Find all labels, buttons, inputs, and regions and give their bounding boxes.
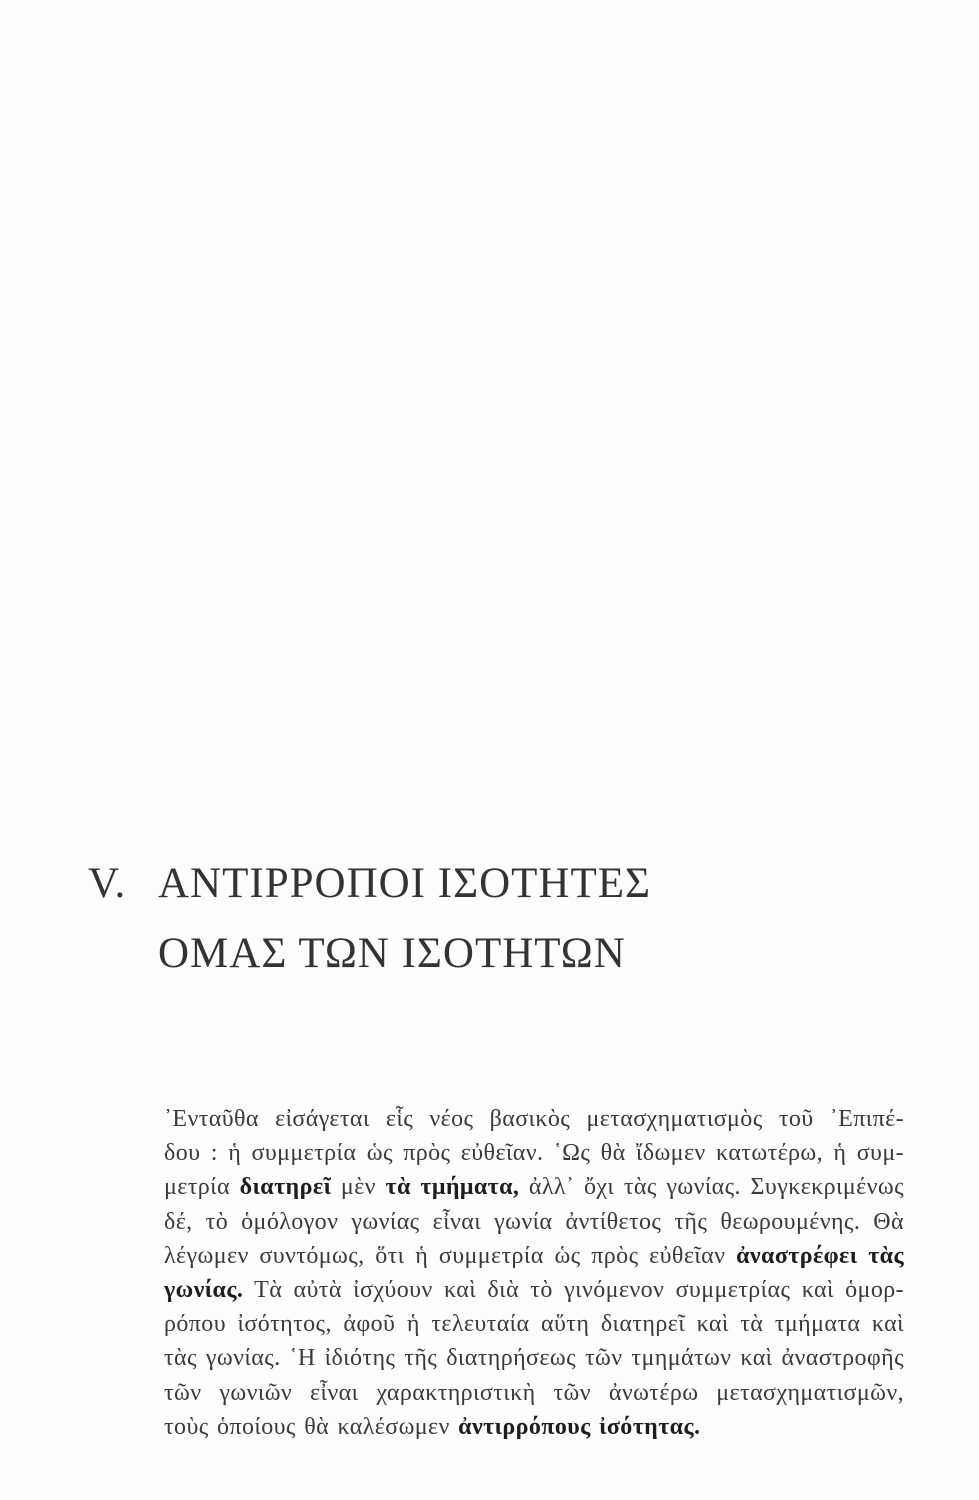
text-run: τοὺς ὁποίους θὰ καλέσωμεν — [164, 1413, 459, 1440]
emphasized-term: γωνίας. — [164, 1277, 244, 1304]
text-run: μὲν — [331, 1174, 386, 1201]
text-run: ἀλλ᾿ ὄχι τὰς γωνίας. Συγκεκριμένως — [519, 1174, 904, 1201]
text-run: δέ, τὸ ὁμόλογον γωνίας εἶναι γωνία ἀντίθετος τῆς θεωρουμένης. Θὰ — [164, 1208, 904, 1235]
emphasized-term: διατηρεῖ — [239, 1174, 332, 1201]
chapter-number: V. — [88, 860, 127, 907]
paragraph-line — [164, 1341, 904, 1375]
chapter-subtitle: ΟΜΑΣ ΤΩΝ ΙΣΟΤΗΤΩΝ — [158, 930, 626, 977]
chapter-heading — [88, 862, 908, 975]
text-run: τῶν γωνιῶν εἶναι χαρακτηριστικὴ τῶν ἀνωτέρω μετασχηματισμῶν, — [164, 1379, 904, 1406]
chapter-title-line-2 — [88, 932, 908, 975]
paragraph-line — [164, 1205, 904, 1239]
text-run: ρόπου ἰσότητος, ἀφοῦ ἡ τελευταία αὕτη διατηρεῖ καὶ τὰ τμήματα καὶ — [164, 1311, 904, 1338]
paragraph-line — [164, 1307, 904, 1341]
text-run: μετρία — [164, 1174, 240, 1201]
paragraph-line — [164, 1273, 904, 1307]
text-run: δου : ἡ συμμετρία ὡς πρὸς εὐθεῖαν. ῾Ως θὰ ἴδωμεν κατωτέρω, ἡ συμ- — [164, 1140, 904, 1167]
paragraph-line — [164, 1410, 904, 1444]
emphasized-term: ἀντιρρόπους ἰσότητας. — [458, 1413, 701, 1440]
emphasized-term: ἀναστρέφει τὰς — [736, 1242, 904, 1269]
paragraph-line — [164, 1102, 904, 1136]
paragraph-line — [164, 1239, 904, 1273]
paragraph-line — [164, 1376, 904, 1410]
chapter-title: ΑΝΤΙΡΡΟΠΟΙ ΙΣΟΤΗΤΕΣ — [158, 860, 652, 907]
text-run: ᾿Ενταῦθα εἰσάγεται εἷς νέος βασικὸς μετασχηματισμὸς τοῦ ᾿Επιπέ- — [164, 1106, 904, 1132]
body-paragraph — [164, 1102, 904, 1444]
text-run: λέγωμεν συντόμως, ὅτι ἡ συμμετρία ὡς πρὸς εὐθεῖαν — [164, 1242, 737, 1269]
text-run: Τὰ αὐτὰ ἰσχύουν καὶ διὰ τὸ γινόμενον συμμετρίας καὶ ὁμορ- — [243, 1277, 904, 1304]
emphasized-term: τὰ τμήματα, — [385, 1174, 520, 1201]
paragraph-line — [164, 1170, 904, 1204]
paragraph-line — [164, 1136, 904, 1170]
text-run: τὰς γωνίας. ῾Η ἰδιότης τῆς διατηρήσεως τῶν τμημάτων καὶ ἀναστροφῆς — [164, 1345, 904, 1372]
chapter-title-line-1 — [88, 862, 908, 912]
